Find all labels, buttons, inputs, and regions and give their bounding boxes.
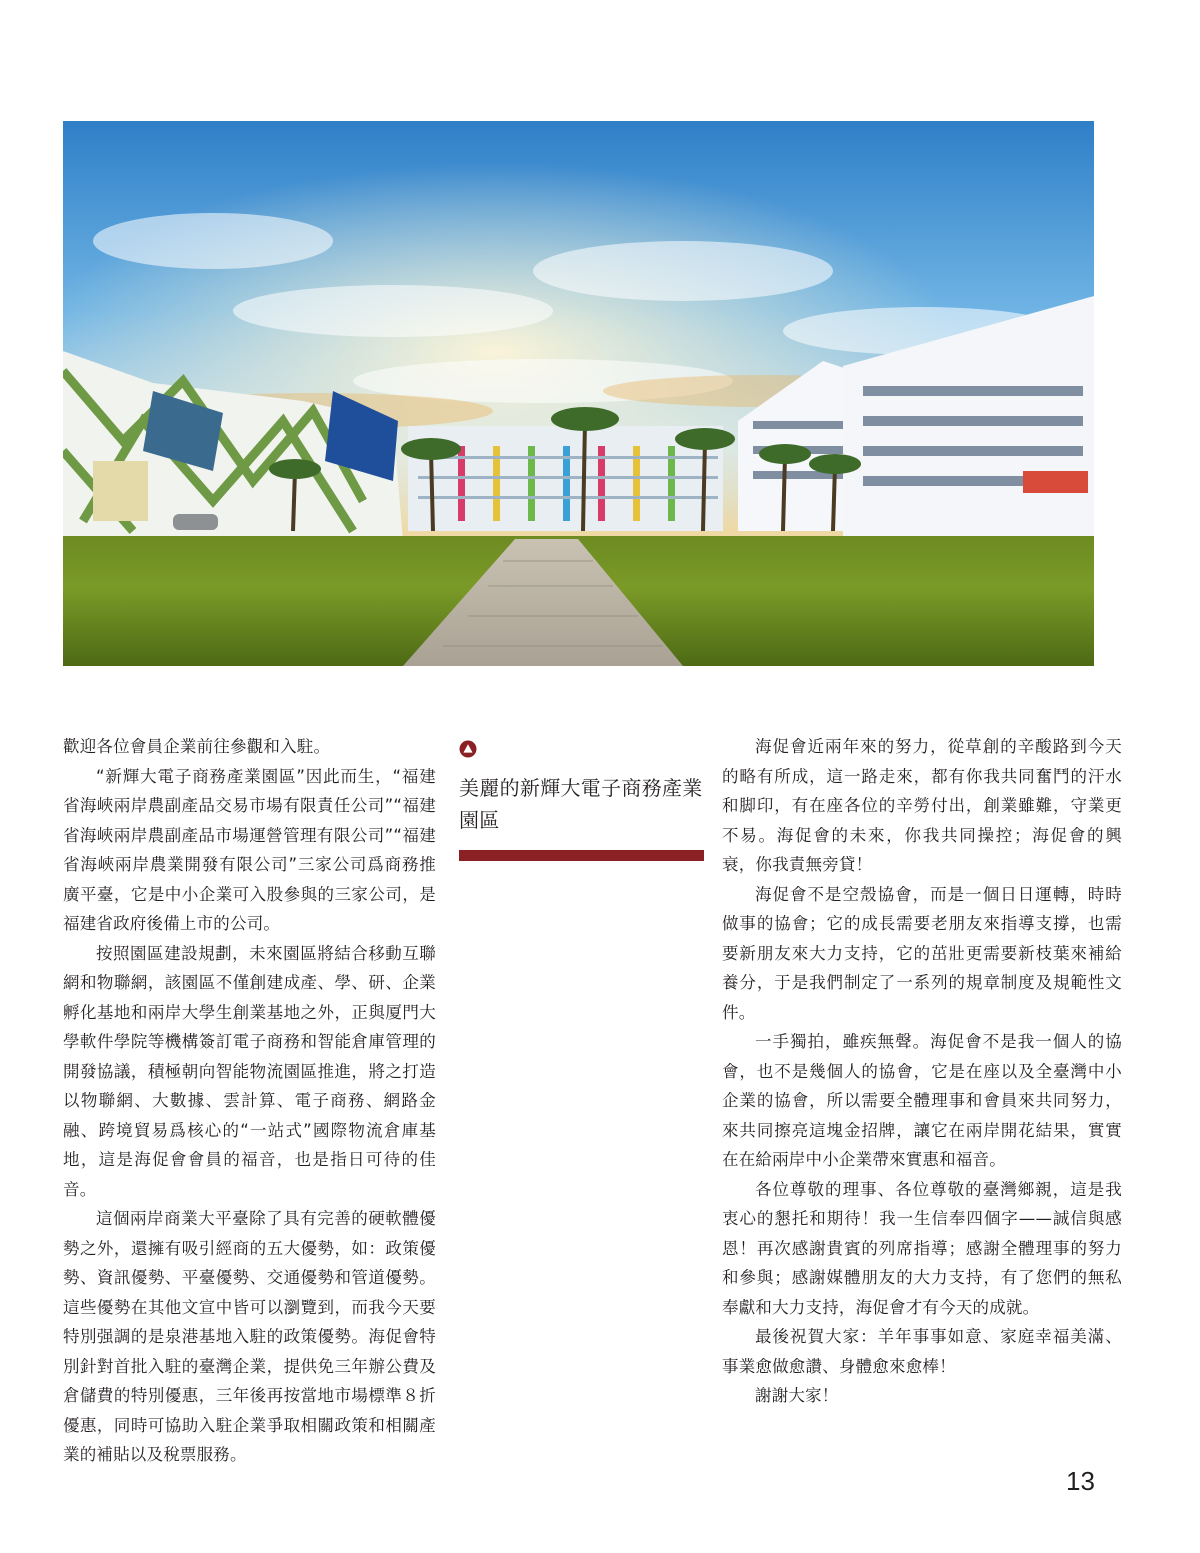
caption-title: 美麗的新輝大電子商務產業園區: [459, 776, 703, 832]
left-paragraph-3: 按照園區建設規劃，未來園區將結合移動互聯網和物聯網，該園區不僅創建成產、學、研、企業孵化基地和兩岸大學生創業基地之外，正與厦門大學軟件學院等機構簽訂電子商務和智能倉庫管理的開發協議，積極朝向智能物流園區推進，將之打造以物聯網、大數據、雲計算、電子商務、網路金融、跨境貿易爲核心的“一站式”國際物流倉庫基地，這是海促會會員的福音，也是指日可待的佳音。: [63, 943, 436, 1199]
left-text-column: [63, 732, 436, 1470]
campus-photo-illustration: [63, 121, 1094, 666]
photo-caption: [459, 740, 704, 861]
left-paragraph-4: 這個兩岸商業大平臺除了具有完善的硬軟體優勢之外，還擁有吸引經商的五大優勢，如：政策優勢、資訊優勢、平臺優勢、交通優勢和管道優勢。這些優勢在其他文宣中皆可以瀏覽到，而我今天要特別强調的是泉港基地入駐的政策優勢。海促會特別針對首批入駐的臺灣企業，提供免三年辦公費及倉儲費的特別優惠，三年後再按當地市場標準８折優惠，同時可協助入駐企業爭取相關政策和相關產業的補貼以及稅票服務。: [63, 1209, 436, 1464]
right-text-column: [722, 732, 1122, 1411]
left-paragraph-2: “新輝大電子商務產業園區”因此而生，“福建省海峽兩岸農副產品交易市場有限責任公司”“福建省海峽兩岸農副產品市場運營管理有限公司”“福建省海峽兩岸農業開發有限公司”三家公司爲商務推廣平臺，它是中小企業可入股參與的三家公司，是福建省政府後備上市的公司。: [63, 766, 436, 933]
right-paragraph-6: 謝謝大家！: [755, 1386, 839, 1405]
right-paragraph-2: 海促會不是空殼協會，而是一個日日運轉，時時做事的協會；它的成長需要老朋友來指導支撐，也需要新朋友來大力支持，它的茁壯更需要新枝葉來補給養分，于是我們制定了一系列的規章制度及規範性文件。: [722, 884, 1122, 1022]
right-paragraph-4: 各位尊敬的理事、各位尊敬的臺灣鄉親，這是我衷心的懇托和期待！我一生信奉四個字——誠信與感恩！再次感謝貴賓的列席指導；感謝全體理事的努力和參與；感謝媒體朋友的大力支持，有了您們的無私奉獻和大力支持，海促會才有今天的成就。: [722, 1179, 1122, 1317]
page-number: 13: [1066, 1466, 1095, 1496]
caption-accent-bar: [459, 850, 704, 861]
right-paragraph-1: 海促會近兩年來的努力，從草創的辛酸路到今天的略有所成，這一路走來，都有你我共同奮鬥的汗水和脚印，有在座各位的辛勞付出，創業雖難，守業更不易。海促會的未來，你我共同操控；海促會的興衰，你我責無旁貸！: [722, 737, 1122, 874]
campus-photo: [63, 121, 1094, 666]
right-paragraph-3: 一手獨拍，雖疾無聲。海促會不是我一個人的協會，也不是幾個人的協會，它是在座以及全臺灣中小企業的協會，所以需要全體理事和會員來共同努力，來共同擦亮這塊金招牌，讓它在兩岸開花結果，實實在在給兩岸中小企業帶來實惠和福音。: [722, 1032, 1122, 1169]
triangle-circle-icon: [459, 740, 477, 758]
right-paragraph-5: 最後祝賀大家：羊年事事如意、家庭幸福美滿、事業愈做愈讚、身體愈來愈棒！: [722, 1327, 1122, 1376]
left-paragraph-1: 歡迎各位會員企業前往參觀和入駐。: [63, 737, 331, 756]
